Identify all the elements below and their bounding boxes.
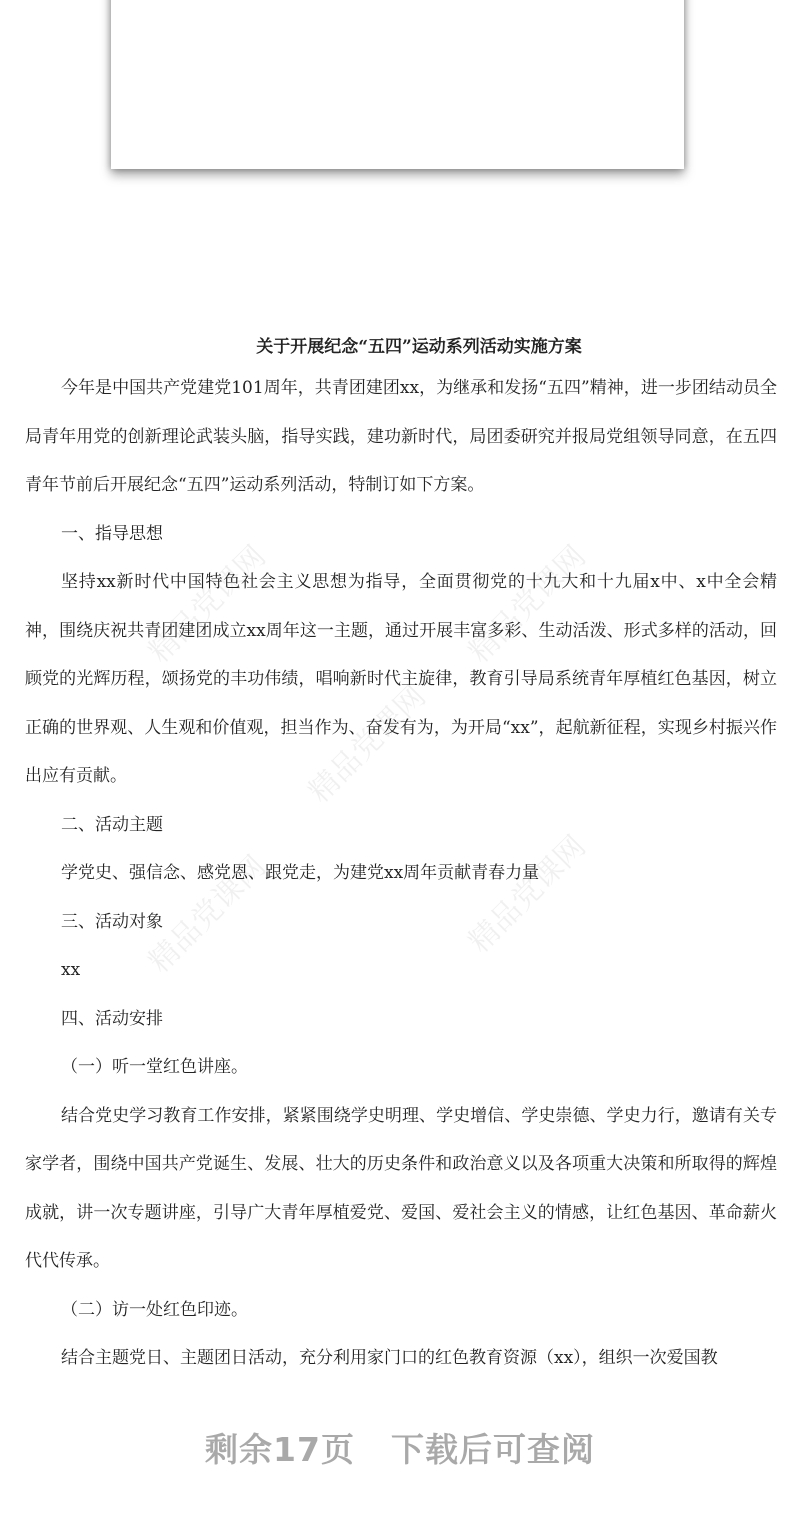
section-heading-activity-theme: 二、活动主题 [61,814,163,835]
document-title: 关于开展纪念“五四”运动系列活动实施方案 [256,337,582,357]
download-to-view-text: 下载后可查阅 [390,1430,595,1469]
watermark: 精品党课网 [142,849,273,980]
item-heading-lecture: （一）听一堂红色讲座。 [61,1057,248,1077]
download-prompt[interactable] [0,1424,800,1471]
guiding-thought-paragraph: 坚持xx新时代中国特色社会主义思想为指导，全面贯彻党的十九大和十九届x中、x中全会精神，围绕庆祝共青团建团成立xx周年这一主题，通过开展丰富多彩、生动活泼、形式多样的活动，回顾党的光辉历程，颂扬党的丰功伟绩，唱响新时代主旋律，教育引导局系统青年厚植红色基因，树立正确的世界观、人生观和价值观，担当作为、奋发有为，为开局“xx”，起航新征程，实现乡村振兴作出应有贡献。 [25,572,777,786]
section-heading-activity-target: 三、活动对象 [61,911,163,932]
activity-theme-text: 学党史、强信念、感党恩、跟党走，为建党xx周年贡献青春力量 [61,863,540,883]
red-site-paragraph: 结合主题党日、主题团日活动，充分利用家门口的红色教育资源（xx），组织一次爱国教 [61,1348,718,1368]
remaining-pages-text: 剩余17页 [205,1430,355,1469]
watermark: 精品党课网 [302,679,433,810]
lecture-paragraph: 结合党史学习教育工作安排，紧紧围绕学史明理、学史增信、学史崇德、学史力行，邀请有关专家学者，围绕中国共产党诞生、发展、壮大的历史条件和政治意义以及各项重大决策和所取得的辉煌成就，讲一次专题讲座，引导广大青年厚植爱党、爱国、爱社会主义的情感，让红色基因、革命薪火代代传承。 [25,1105,777,1271]
previous-page-card [111,0,684,169]
document-body [25,330,777,1383]
watermark: 精品党课网 [462,539,593,670]
item-heading-red-site: （二）访一处红色印迹。 [61,1299,248,1320]
intro-paragraph: 今年是中国共产党建党101周年，共青团建团xx，为继承和发扬“五四”精神，进一步团结动员全局青年用党的创新理论武装头脑，指导实践，建功新时代，局团委研究并报局党组领导同意，在五四青年节前后开展纪念“五四”运动系列活动，特制订如下方案。 [25,378,777,495]
activity-target-text: xx [61,960,81,980]
watermark: 精品党课网 [462,829,593,960]
watermark: 精品党课网 [142,539,273,670]
section-heading-activity-arrangement: 四、活动安排 [61,1008,163,1029]
section-heading-guiding-thought: 一、指导思想 [61,523,163,544]
